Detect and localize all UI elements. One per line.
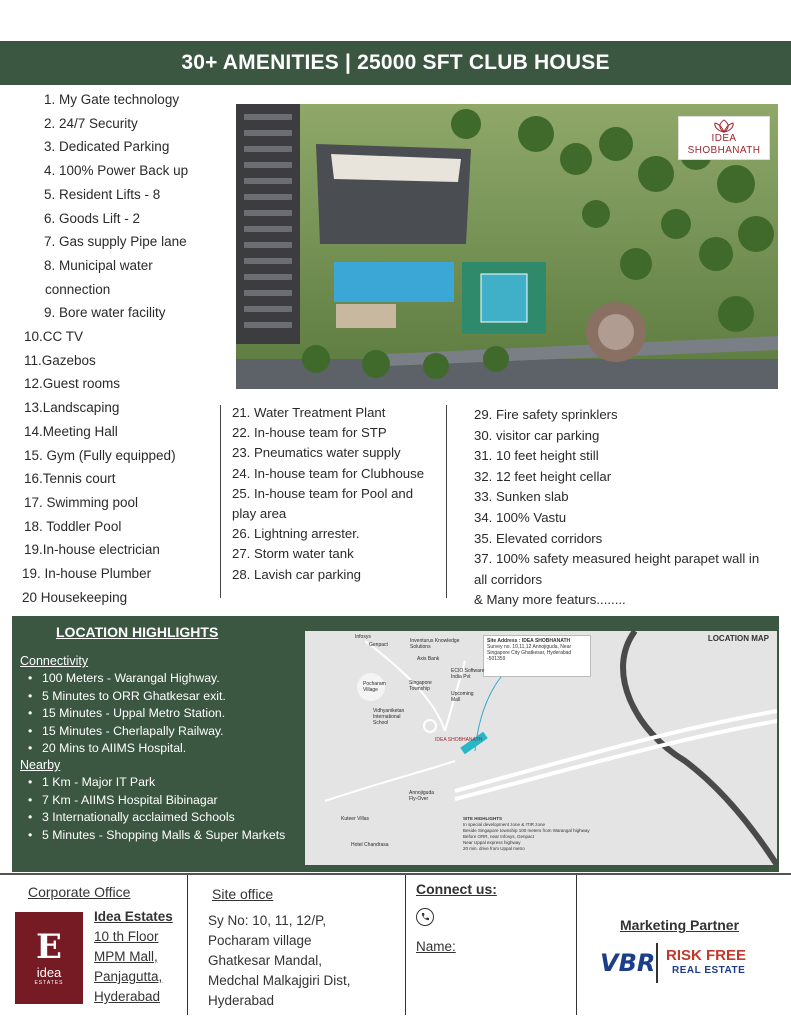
amenities-list-3 bbox=[474, 405, 774, 611]
map-site-marker: IDEA SHOBHANATH bbox=[435, 737, 483, 743]
map-place: Upcoming Mall bbox=[451, 691, 474, 703]
address-line: 10 th Floor bbox=[94, 929, 159, 944]
banner-title: 30+ AMENITIES | 25000 SFT CLUB HOUSE bbox=[181, 51, 610, 74]
footer-divider bbox=[187, 875, 188, 1015]
logo-divider bbox=[656, 943, 658, 983]
list-item: • 15 Minutes - Uppal Metro Station. bbox=[26, 705, 294, 723]
amenity-item: 32. 12 feet height cellar bbox=[474, 468, 612, 484]
column-divider bbox=[446, 405, 447, 598]
amenity-item: 15. Gym (Fully equipped) bbox=[24, 447, 176, 463]
partner-name-1: RISK FREE bbox=[666, 947, 747, 964]
amenity-item: 35. Elevated corridors bbox=[474, 530, 603, 546]
amenity-item: 12.Guest rooms bbox=[24, 376, 121, 392]
corporate-office-label: Corporate Office bbox=[28, 884, 131, 900]
footer-divider bbox=[576, 875, 577, 1015]
connectivity-list bbox=[26, 670, 294, 758]
company-name: Idea Estates bbox=[94, 909, 173, 924]
vbr-logo bbox=[600, 943, 770, 983]
idea-shobhanath-logo bbox=[678, 116, 770, 160]
footer-divider bbox=[405, 875, 406, 1015]
amenity-item: 24. In-house team for Clubhouse bbox=[232, 465, 425, 481]
name-label: Name: bbox=[416, 939, 456, 954]
amenities-list-2 bbox=[232, 403, 440, 585]
map-place: Annojiguda Fly-Over bbox=[409, 790, 435, 802]
amenity-item: 34. 100% Vastu bbox=[474, 509, 567, 525]
amenity-item: 18. Toddler Pool bbox=[24, 518, 122, 534]
logo-line1: IDEA bbox=[711, 133, 737, 144]
amenity-item: 22. In-house team for STP bbox=[232, 425, 387, 441]
list-item: • 20 Mins to AIIMS Hospital. bbox=[26, 740, 294, 758]
site-highlights bbox=[463, 816, 603, 852]
amenity-item: 17. Swimming pool bbox=[24, 494, 139, 510]
phone-glyph bbox=[420, 912, 430, 922]
amenity-item: 13.Landscaping bbox=[24, 400, 120, 416]
map-place: Vidhyaniketan International School bbox=[373, 708, 405, 726]
site-address-box bbox=[483, 635, 591, 677]
list-item: • 5 Minutes - Shopping Malls & Super Markets bbox=[26, 827, 294, 845]
map-place: Hotel Chandrasa bbox=[351, 842, 389, 848]
amenity-item: 30. visitor car parking bbox=[474, 427, 600, 443]
location-title: LOCATION HIGHLIGHTS bbox=[56, 624, 219, 640]
map-place: Axis Bank bbox=[417, 656, 440, 662]
map-place: Singapore Township bbox=[409, 680, 432, 692]
site-highlight-item: Before ORR, near Infosys, Genpact bbox=[463, 834, 535, 839]
site-highlight-item: Beside Singapore township 100 meters from Warangal highway bbox=[463, 828, 590, 833]
address-line: Panjagutta, bbox=[94, 969, 163, 984]
site-highlight-item: Near Uppal express highway bbox=[463, 840, 521, 845]
logo-line2: SHOBHANATH bbox=[687, 145, 761, 156]
site-address-line: Hyderabad bbox=[208, 993, 275, 1008]
column-divider bbox=[220, 405, 221, 598]
amenity-item: 31. 10 feet height still bbox=[474, 448, 599, 464]
amenity-item: 19. In-house Plumber bbox=[22, 566, 152, 582]
connectivity-label: Connectivity bbox=[20, 654, 89, 668]
nearby-list bbox=[26, 774, 294, 844]
address-line: Hyderabad bbox=[94, 989, 161, 1004]
map-place: ECIO Software India Pvt bbox=[451, 668, 485, 680]
amenity-item: connection bbox=[45, 281, 111, 297]
amenity-item: & Many more featurs........ bbox=[474, 592, 626, 608]
amenity-item: 11.Gazebos bbox=[24, 352, 96, 368]
amenity-item: 7. Gas supply Pipe lane bbox=[44, 234, 187, 250]
project-aerial-image bbox=[236, 104, 778, 389]
logo-text: idea bbox=[36, 965, 62, 980]
amenities-list-1 bbox=[22, 88, 222, 609]
logo-letter: E bbox=[36, 927, 62, 967]
nearby-label: Nearby bbox=[20, 758, 61, 772]
amenity-item: 26. Lightning arrester. bbox=[232, 526, 360, 542]
map-place: Infosys bbox=[355, 634, 371, 640]
amenity-item: 3. Dedicated Parking bbox=[44, 139, 170, 155]
lotus-icon bbox=[713, 119, 735, 133]
site-address-line: Medchal Malkajgiri Dist, bbox=[208, 973, 351, 988]
footer bbox=[0, 873, 791, 1024]
site-address-title: Site Address : IDEA SHOBHANATH bbox=[487, 638, 571, 644]
list-item: • 3 Internationally acclaimed Schools bbox=[26, 809, 294, 827]
amenity-item: 10.CC TV bbox=[24, 329, 84, 345]
marketing-partner-label: Marketing Partner bbox=[620, 917, 740, 933]
amenity-item: 14.Meeting Hall bbox=[24, 423, 118, 439]
list-item: • 7 Km - AIIMS Hospital Bibinagar bbox=[26, 792, 294, 810]
list-item: • 15 Minutes - Cherlapally Railway. bbox=[26, 723, 294, 741]
amenity-item: 28. Lavish car parking bbox=[232, 566, 362, 582]
list-item: • 1 Km - Major IT Park bbox=[26, 774, 294, 792]
site-address-line: Pocharam village bbox=[208, 933, 312, 948]
site-highlights-title: SITE HIGHLIGHTS bbox=[463, 816, 503, 821]
phone-icon[interactable] bbox=[416, 908, 434, 926]
map-place: Inventurus Knowledge Solutions bbox=[410, 638, 460, 650]
map-place: Pocharam Village bbox=[363, 681, 386, 693]
amenity-item: 1. My Gate technology bbox=[44, 92, 180, 107]
amenity-item: 37. 100% safety measured height parapet wall in all corridors bbox=[474, 551, 760, 587]
map-label: LOCATION MAP bbox=[707, 634, 769, 643]
amenity-item: 8. Municipal water bbox=[44, 257, 153, 273]
site-address-text: Survey no. 10,11,12 Annojiguda, Near Singapore City Ghatkesar, Hyderabad -501359 bbox=[487, 644, 572, 662]
location-highlights-panel bbox=[12, 616, 779, 872]
amenity-item: 27. Storm water tank bbox=[232, 546, 354, 562]
amenity-item: 25. In-house team for Pool and play area bbox=[232, 485, 414, 522]
site-address-line: Sy No: 10, 11, 12/P, bbox=[208, 913, 327, 928]
site-address-line: Ghatkesar Mandal, bbox=[208, 953, 323, 968]
amenity-item: 33. Sunken slab bbox=[474, 489, 569, 505]
site-highlight-item: In special development zone & ITIR zone bbox=[463, 822, 546, 827]
site-office-label: Site office bbox=[212, 886, 274, 902]
map-place: Kuteer Villas bbox=[341, 816, 369, 822]
vbr-mark: VBR bbox=[600, 949, 656, 977]
amenity-item: 20 Housekeeping bbox=[22, 589, 128, 605]
amenity-item: 2. 24/7 Security bbox=[44, 115, 138, 131]
amenity-item: 5. Resident Lifts - 8 bbox=[44, 186, 161, 202]
connect-label: Connect us: bbox=[416, 881, 497, 897]
amenity-item: 16.Tennis court bbox=[24, 471, 116, 487]
amenity-item: 19.In-house electrician bbox=[24, 542, 160, 558]
address-line: MPM Mall, bbox=[94, 949, 158, 964]
amenity-item: 4. 100% Power Back up bbox=[44, 163, 189, 179]
amenity-item: 29. Fire safety sprinklers bbox=[474, 407, 618, 422]
partner-name-2: REAL ESTATE bbox=[672, 965, 746, 976]
logo-sub: ESTATES bbox=[34, 980, 64, 986]
amenity-item: 21. Water Treatment Plant bbox=[232, 405, 386, 420]
location-map bbox=[305, 631, 777, 865]
amenity-item: 9. Bore water facility bbox=[44, 305, 166, 321]
idea-estates-logo bbox=[15, 912, 83, 1004]
header-banner bbox=[0, 41, 791, 85]
list-item: • 5 Minutes to ORR Ghatkesar exit. bbox=[26, 688, 294, 706]
site-highlight-item: 20 min. drive from Uppal metro bbox=[463, 846, 525, 851]
amenity-item: 23. Pneumatics water supply bbox=[232, 445, 401, 461]
list-item: • 100 Meters - Warangal Highway. bbox=[26, 670, 294, 688]
amenity-item: 6. Goods Lift - 2 bbox=[44, 210, 141, 226]
map-place: Genpact bbox=[369, 642, 388, 648]
